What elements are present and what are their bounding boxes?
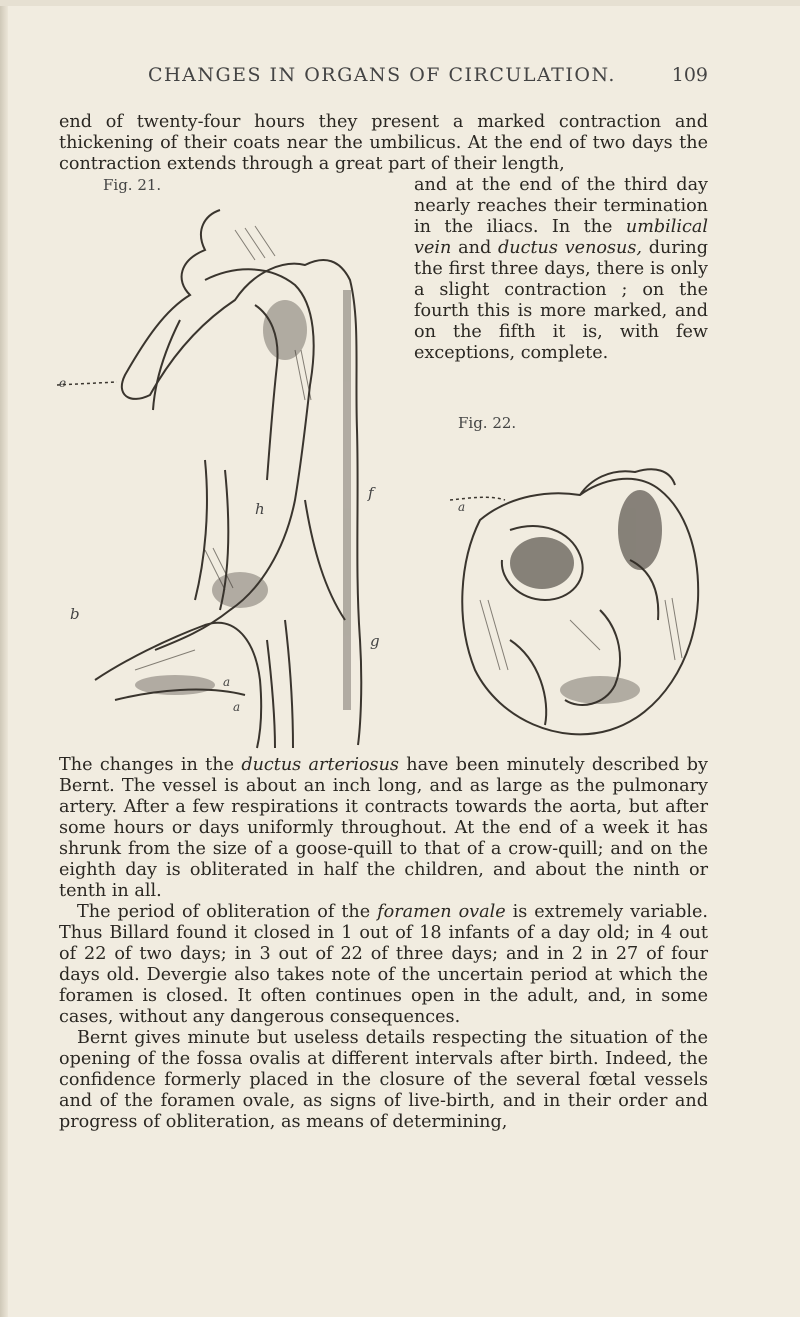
text-run: and at the end of the third day nearly reaches their termination in the iliacs. In the	[414, 175, 708, 237]
page-edge	[0, 0, 8, 1317]
figure-21-caption: Fig. 21.	[103, 176, 162, 194]
term-foramen-ovale: foramen ovale	[377, 902, 506, 922]
figure-21-label-h: h	[255, 500, 265, 518]
text-run: is extremely variable. Thus Billard found it closed in 1 out of 18 infants of a day old; in 4 out of 22 of two days; in 3 out of 22 of three days; and in 2 in 27 of four days old. Devergie also takes note of the uncertain period at which the foramen is closed. It often continues open in the adult, and, in some cases, without any dangerous consequences.	[59, 902, 709, 1027]
text-run: and	[458, 238, 492, 258]
running-header	[148, 64, 708, 86]
figure-22-label-a: a	[458, 500, 466, 514]
figure-21-label-e: e	[59, 376, 67, 390]
text-run: have been minutely described by Bernt. The vessel is about an inch long, and as large as the pulmonary artery. After a few respirations it contracts towards the aorta, but after some hours or days uniformly throughout. At the end of a week it has shrunk from the size of a goose-quill to that of a crow-quill; and on the eighth day is obliterated in half the children, and about the ninth or tenth in all.	[59, 755, 708, 901]
figure-21-label-g: g	[370, 632, 380, 650]
figure-21-label-a-lower: a	[233, 700, 241, 714]
paragraph-top: end of twenty-four hours they present a marked contraction and thickening of their coats near the umbilicus. At the end of two days the contraction extends through a great part of their length,	[59, 112, 708, 174]
term-ductus-venosus: ductus venosus,	[498, 238, 642, 258]
figure-21-label-b: b	[70, 605, 80, 623]
figure-21	[55, 170, 415, 750]
figure-21-illustration	[55, 170, 415, 750]
text-run: during the first three days, there is only a slight contraction ; on the fourth this is more marked, and on the fifth it is, with few exceptions, complete.	[414, 238, 709, 363]
page-top-edge	[0, 0, 800, 6]
paragraphs-bottom	[59, 755, 708, 1133]
text-run: The period of obliteration of the	[77, 902, 371, 922]
paragraph-right-column	[414, 175, 708, 364]
header-title: CHANGES IN ORGANS OF CIRCULATION.	[148, 64, 616, 86]
figure-21-label-a: a	[223, 675, 231, 689]
paragraph-ductus-arteriosus	[59, 755, 708, 902]
paragraph-foramen-ovale	[59, 902, 708, 1028]
figure-21-label-f: f	[368, 484, 374, 502]
term-umbilical-vein: umbilical vein	[414, 217, 708, 258]
figure-22-caption: Fig. 22.	[458, 414, 517, 432]
text-run: The changes in the	[59, 755, 234, 775]
figure-22-illustration	[450, 460, 710, 750]
term-ductus-arteriosus: ductus arteriosus	[241, 755, 399, 775]
page-number: 109	[671, 64, 708, 86]
paragraph-bernt: Bernt gives minute but useless details respecting the situation of the opening of the fossa ovalis at different intervals after birth. Indeed, the confidence formerly placed in the closure of the several fœtal vessels and of the foramen ovale, as signs of live-birth, and in their order and progress of obliteration, as means of determining,	[59, 1028, 708, 1132]
figure-22	[450, 414, 710, 750]
